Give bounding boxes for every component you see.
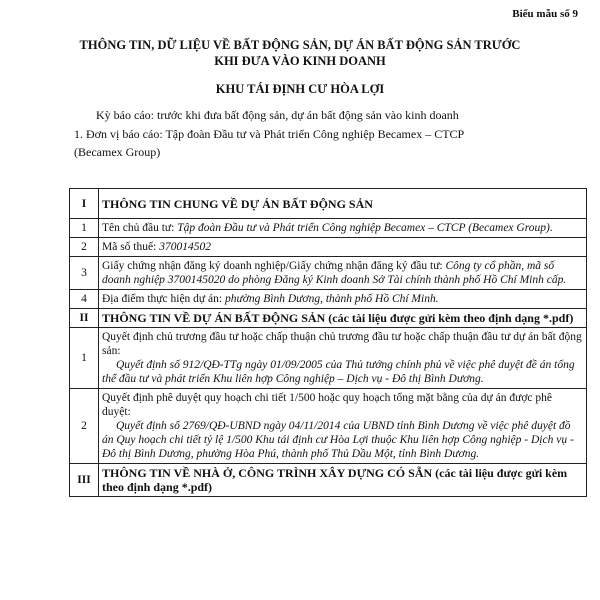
info-table — [69, 188, 587, 497]
reporting-unit-line2: (Becamex Group) — [74, 145, 161, 159]
section-numeral: I — [70, 189, 99, 219]
row-value: Quyết định số 912/QĐ-TTg ngày 01/09/2005 của Thủ tướng chính phủ về việc phê duyệt đề án tổng thể đầu tư và phát triển Khu liên hợp Công nghiệp – Dịch vụ - Đô thị Bình Dương. — [102, 359, 575, 385]
row-value: Quyết định số 2769/QĐ-UBND ngày 04/11/2014 của UBND tỉnh Bình Dương về việc phê duyệt đồ án Quy hoạch chi tiết tỷ lệ 1/500 Khu tái định cư Hòa Lợi thuộc Khu liên hợp Công nghiệp - Dịch vụ - Đô thị Bình Dương, phường Hòa Phú, thành phố Thủ Dầu Một, tỉnh Bình Dương. — [102, 420, 574, 460]
section-heading: THÔNG TIN CHUNG VỀ DỰ ÁN BẤT ĐỘNG SẢN — [99, 189, 587, 219]
section-numeral: II — [70, 309, 99, 328]
row-value: phường Bình Dương, thành phố Hồ Chí Minh. — [224, 293, 439, 305]
row-content — [99, 328, 587, 389]
row-label: Quyết định chủ trương đầu tư hoặc chấp thuận chủ trương đầu tư hoặc chấp thuận đầu tư dự án bất động sản: — [102, 331, 582, 357]
row-content — [99, 389, 587, 464]
table-row — [70, 219, 587, 238]
form-number: Biểu mẫu số 9 — [512, 8, 578, 20]
row-value: 370014502 — [159, 241, 211, 253]
row-content — [99, 257, 587, 290]
table-row — [70, 389, 587, 464]
row-content — [99, 290, 587, 309]
row-label: Tên chủ đầu tư: — [102, 222, 178, 234]
row-label: Địa điểm thực hiện dự án: — [102, 293, 225, 305]
row-label: Giấy chứng nhận đăng ký doanh nghiệp/Giấy chứng nhận đăng ký đầu tư: — [102, 260, 446, 272]
row-label: Quyết định phê duyệt quy hoạch chi tiết 1/500 hoặc quy hoạch tổng mặt bằng của dự án được phê duyệt: — [102, 392, 552, 418]
row-number: 2 — [70, 238, 99, 257]
table-row — [70, 328, 587, 389]
section-row — [70, 309, 587, 328]
row-value: Công ty cổ phần, mã số doanh nghiệp 3700145020 do phòng Đăng ký Kinh doanh Sở Tài chính thành phố Hồ Chí Minh cấp. — [102, 260, 567, 286]
row-number: 1 — [70, 328, 99, 389]
row-number: 4 — [70, 290, 99, 309]
document-title-line2: KHI ĐƯA VÀO KINH DOANH — [214, 54, 386, 68]
section-numeral: III — [70, 464, 99, 497]
section-row — [70, 189, 587, 219]
row-number: 3 — [70, 257, 99, 290]
row-content — [99, 219, 587, 238]
section-row — [70, 464, 587, 497]
project-name: KHU TÁI ĐỊNH CƯ HÒA LỢI — [215, 82, 385, 96]
row-value: Tập đoàn Đầu tư và Phát triển Công nghiệp Becamex – CTCP (Becamex Group). — [177, 222, 553, 234]
reporting-unit-line1: 1. Đơn vị báo cáo: Tập đoàn Đầu tư và Phát triển Công nghiệp Becamex – CTCP — [74, 127, 465, 141]
section-heading: THÔNG TIN VỀ NHÀ Ở, CÔNG TRÌNH XÂY DỰNG CÓ SẴN (các tài liệu được gửi kèm theo định dạng *.pdf) — [99, 464, 587, 497]
section-heading: THÔNG TIN VỀ DỰ ÁN BẤT ĐỘNG SẢN (các tài liệu được gửi kèm theo định dạng *.pdf) — [99, 309, 587, 328]
table-row — [70, 238, 587, 257]
report-period: Kỳ báo cáo: trước khi đưa bất động sản, dự án bất động sản vào kinh doanh — [96, 108, 459, 122]
table-row — [70, 257, 587, 290]
row-number: 1 — [70, 219, 99, 238]
document-title-line1: THÔNG TIN, DỮ LIỆU VỀ BẤT ĐỘNG SẢN, DỰ ÁN BẤT ĐỘNG SẢN TRƯỚC — [79, 38, 521, 52]
row-number: 2 — [70, 389, 99, 464]
row-label: Mã số thuế: — [102, 241, 160, 253]
row-content — [99, 238, 587, 257]
table-row — [70, 290, 587, 309]
